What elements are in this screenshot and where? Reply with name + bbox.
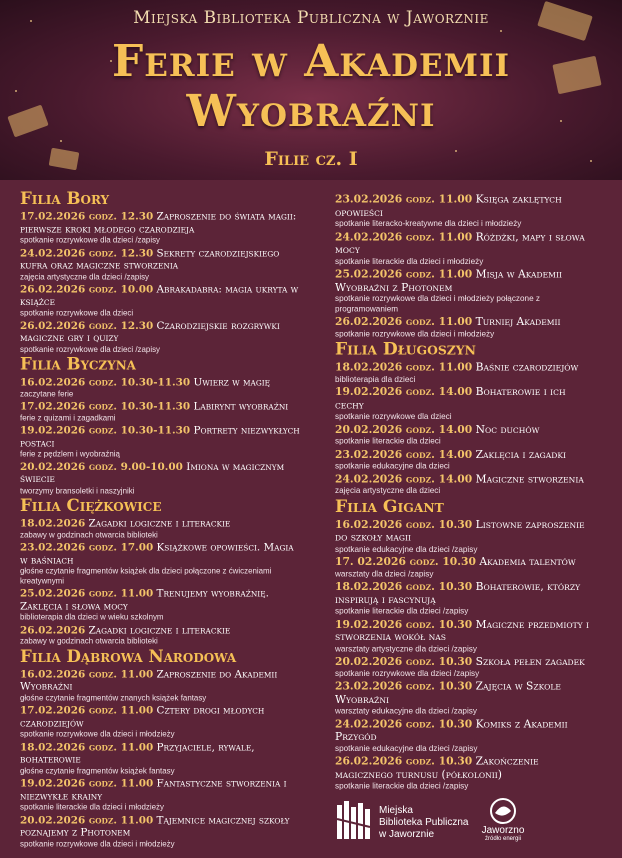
event-date: 25.02.2026 godz. 11.00 (20, 586, 154, 600)
event-line (20, 814, 301, 839)
event-date: 24.02.2026 godz. 10.30 (335, 716, 473, 730)
event-entry (335, 718, 596, 754)
event-line (20, 668, 301, 693)
main-title-line-1: Ferie w Akademii (112, 36, 510, 87)
event-line (335, 193, 596, 219)
event-date: 24.02.2026 godz. 12.30 (20, 245, 154, 259)
event-line (20, 283, 301, 308)
event-description: warsztaty artystyczne dla dzieci /zapisy (335, 643, 477, 653)
event-entry (20, 283, 301, 318)
event-line (335, 580, 596, 606)
event-description: ferie z quizami i zagadkami (20, 412, 116, 422)
event-date: 17.02.2026 godz. 10.30-11.30 (20, 399, 191, 413)
event-description: spotkanie rozrywkowe dla dzieci /zapisy (20, 235, 161, 245)
event-line (20, 741, 301, 766)
sparkle-decoration (500, 30, 502, 32)
event-date: 19.02.2026 godz. 10.30-11.30 (20, 423, 191, 437)
jaworzno-logo-text (473, 825, 533, 843)
event-title: Portrety niezwykłych postaci (20, 424, 300, 449)
event-description: zajęcia artystyczne dla dzieci (335, 485, 441, 495)
section-heading: Filia Dąbrowa Narodowa (20, 646, 237, 667)
library-logo-line-3: w Jaworznie (379, 829, 435, 840)
event-description: spotkanie edukacyjne dla dzieci /zapisy (335, 743, 478, 753)
event-entry (335, 580, 596, 616)
event-entry (20, 210, 301, 245)
event-entry (20, 624, 301, 646)
organization-title: Miejska Biblioteka Publiczna w Jaworznie (133, 8, 489, 28)
event-date: 20.02.2026 godz. 11.00 (20, 812, 154, 826)
library-logo-icon (335, 799, 373, 841)
event-description: warsztaty edukacyjne dla dzieci /zapisy (335, 705, 477, 716)
event-description: spotkanie rozrywkowe dla dzieci i młodzieży połączone z programowaniem (335, 293, 540, 314)
event-entry (335, 518, 596, 554)
event-line (335, 518, 596, 544)
event-description: zaczytane ferie (20, 388, 74, 398)
subtitle: Filie cz. I (264, 148, 358, 170)
event-title: Komiks z Akademii Przygód (335, 717, 568, 743)
event-date: 18.02.2026 godz. 10.30 (335, 579, 473, 593)
event-line (20, 210, 301, 235)
event-title: Magiczne stworzenia (475, 472, 584, 485)
event-date: 16.02.2026 godz. 10.30 (335, 517, 473, 531)
section-heading: Filia Gigant (335, 496, 444, 517)
event-date: 24.02.2026 godz. 14.00 (335, 471, 473, 485)
event-line (20, 587, 301, 612)
event-date: 26.02.2026 (20, 622, 86, 636)
event-description: spotkanie rozrywkowe dla dzieci /zapisy (335, 668, 480, 678)
event-date: 19.02.2026 godz. 10.30 (335, 616, 473, 631)
event-date: 19.02.2026 godz. 14.00 (335, 384, 473, 399)
library-logo-line-1: Miejska (379, 805, 413, 816)
section-heading: Filia Ciężkowice (20, 496, 162, 516)
event-line (335, 268, 596, 294)
event-description: tworzymy bransoletki i naszyjniki (20, 485, 135, 495)
event-title: Fantastyczne stworzenia i niezwykłe krainy (20, 777, 287, 802)
event-title: Czarodziejskie rozgrywki magiczne gry i quizy (20, 319, 280, 344)
event-line (335, 473, 596, 486)
event-line (335, 386, 596, 412)
event-title: Zakończenie magicznego turnusu (półkolonii) (335, 755, 539, 781)
event-line (335, 315, 596, 328)
event-line (20, 541, 301, 566)
event-line (20, 704, 301, 729)
event-title: Baśnie czarodziejów (475, 361, 579, 374)
section-heading: Filia Długoszyn (335, 339, 476, 360)
event-entry (20, 320, 301, 355)
event-line (20, 400, 301, 412)
event-description: spotkanie literackie dla dzieci /zapisy (335, 780, 469, 791)
event-entry (20, 741, 301, 776)
event-date: 17.02.2026 godz. 11.00 (20, 703, 154, 717)
event-line (335, 231, 596, 257)
event-description: spotkanie literacko-kreatywne dla dzieci i młodzieży (335, 218, 522, 229)
event-date: 23.02.2026 godz. 17.00 (20, 540, 154, 554)
event-title: Uwierz w magię (193, 376, 271, 389)
event-entry (335, 361, 596, 384)
event-line (20, 517, 301, 529)
event-title: Imiona w magicznym świecie (20, 460, 285, 485)
event-date: 23.02.2026 godz. 14.00 (335, 446, 473, 461)
event-title: Zaklęcia i zagadki (475, 447, 567, 461)
event-description: zabawy w godzinach otwarcia biblioteki (20, 529, 158, 539)
event-line (20, 777, 301, 802)
event-title: Magiczne przedmioty i stworzenia wokół nas (335, 617, 590, 643)
event-date: 26.02.2026 godz. 10.00 (20, 282, 154, 296)
event-date: 17. 02.2026 godz. 10.30 (335, 554, 476, 568)
event-title: Akademia talentów (479, 555, 576, 568)
event-description: głośne czytanie fragmentów książek fantasy (20, 765, 175, 775)
event-date: 26.02.2026 godz. 12.30 (20, 318, 154, 332)
event-title: Zagadki logiczne i literackie (88, 623, 231, 636)
event-description: spotkanie rozrywkowe dla dzieci (335, 411, 452, 421)
event-date: 20.02.2026 godz. 10.30 (335, 654, 473, 668)
event-title: Zajęcia w Szkole Wyobraźni (335, 680, 561, 706)
header-banner (0, 0, 622, 180)
event-entry (335, 473, 596, 496)
event-entry (335, 315, 596, 338)
jaworzno-logo-icon (483, 797, 523, 827)
event-title: Zaproszenie do Akademii Wyobraźni (20, 667, 278, 693)
event-title: Różdżki, mapy i słowa mocy (335, 230, 585, 256)
event-title: Przyjaciele, rywale, bohaterowie (20, 740, 255, 766)
event-line (20, 624, 301, 636)
event-date: 20.02.2026 godz. 14.00 (335, 422, 473, 436)
event-description: spotkanie rozrywkowe dla dzieci i młodzieży (20, 838, 175, 848)
event-description: warsztaty dla dzieci /zapisy (335, 568, 434, 578)
event-date: 26.02.2026 godz. 10.30 (335, 754, 473, 768)
event-entry (20, 400, 301, 422)
event-title: Misja w Akademii Wyobraźni z Photonem (335, 268, 562, 294)
left-column (20, 190, 301, 850)
event-description: spotkanie literackie dla dzieci i młodzieży (20, 802, 164, 812)
library-logo-line-2: Biblioteka Publiczna (379, 817, 469, 828)
event-entry (335, 655, 596, 678)
event-line (335, 718, 596, 744)
event-date: 20.02.2026 godz. 9.00-10.00 (20, 459, 183, 473)
event-description: zabawy w godzinach otwarcia biblioteki (20, 636, 158, 646)
event-line (335, 423, 596, 436)
section-heading: Filia Byczyna (20, 355, 136, 375)
event-title: Turniej Akademii (475, 315, 561, 328)
event-date: 23.02.2026 godz. 10.30 (335, 679, 473, 693)
event-title: Zagadki logiczne i literackie (88, 517, 231, 530)
event-description: spotkanie literackie dla dzieci /zapisy (335, 605, 469, 616)
right-column (335, 193, 596, 793)
event-line (335, 556, 596, 569)
event-description: biblioterapia dla dzieci (335, 373, 416, 384)
event-title: Cztery drogi młodych czarodziejów (20, 704, 265, 729)
event-title: Bohaterowie, którzy inspirują i fascynują (335, 580, 581, 606)
event-line (335, 448, 596, 461)
event-line (20, 424, 301, 449)
event-date: 23.02.2026 godz. 11.00 (335, 192, 473, 206)
event-description: spotkanie edukacyjne dla dzieci (335, 460, 450, 471)
event-description: spotkanie edukacyjne dla dzieci /zapisy (335, 543, 478, 554)
event-entry (335, 556, 596, 579)
event-line (335, 755, 596, 781)
main-title-line-2: Wyobraźni (186, 86, 436, 137)
event-entry (335, 268, 596, 314)
event-title: Zaproszenie do świata magii: pierwsze kroki młodego czarodzieja (20, 210, 297, 235)
event-date: 16.02.2026 godz. 10.30-11.30 (20, 375, 191, 389)
event-description: spotkanie rozrywkowe dla dzieci (20, 307, 134, 318)
event-entry (20, 777, 301, 812)
event-title: Trenujemy wyobraźnię. Zaklęcia i słowa mocy (20, 587, 269, 612)
event-title: Książkowe opowieści. Magia w baśniach (20, 541, 294, 566)
event-title: Sekrety czarodziejskiego kufra oraz magiczne stworzenia (20, 246, 280, 272)
event-date: 18.02.2026 godz. 11.00 (335, 360, 473, 374)
event-entry (20, 541, 301, 585)
event-entry (335, 618, 596, 654)
jaworzno-name: Jaworzno (481, 825, 525, 836)
event-line (335, 618, 596, 644)
event-description: głośne czytanie fragmentów znanych książek fantasy (20, 692, 207, 703)
event-entry (20, 376, 301, 398)
event-line (335, 680, 596, 706)
section-heading: Filia Bory (20, 189, 110, 209)
event-title: Księga zaklętych opowieści (335, 193, 562, 219)
event-line (335, 361, 596, 374)
event-title: Noc duchów (475, 423, 540, 436)
sparkle-decoration (60, 140, 62, 142)
event-line (20, 247, 301, 272)
event-entry (335, 755, 596, 791)
event-date: 16.02.2026 godz. 11.00 (20, 667, 154, 680)
jaworzno-tagline: źródło energii (484, 836, 522, 842)
event-entry (335, 193, 596, 229)
event-description: biblioterapia dla dzieci w wieku szkolnym (20, 612, 164, 622)
event-entry (335, 448, 596, 471)
event-line (20, 376, 301, 388)
event-description: spotkanie literackie dla dzieci (335, 436, 441, 446)
event-entry (20, 247, 301, 282)
event-description: spotkanie literackie dla dzieci i młodzieży (335, 256, 484, 266)
event-date: 19.02.2026 godz. 11.00 (20, 776, 154, 790)
event-title: Abrakadabra: magia ukryta w książce (20, 283, 299, 308)
event-entry (20, 587, 301, 622)
event-description: głośne czytanie fragmentów książek dla dzieci połączone z ćwiczeniami kreatywnymi (20, 566, 272, 585)
event-entry (335, 680, 596, 716)
event-description: ferie z pędzlem i wyobraźnią (20, 449, 120, 459)
event-description: zajęcia artystyczne dla dzieci /zapisy (20, 271, 150, 281)
event-entry (20, 814, 301, 849)
event-description: spotkanie rozrywkowe dla dzieci i młodzieży (20, 729, 175, 739)
event-entry (20, 424, 301, 459)
event-entry (335, 386, 596, 422)
event-line (20, 320, 301, 345)
event-entry (20, 704, 301, 739)
event-date: 18.02.2026 (20, 516, 86, 530)
event-description: spotkanie rozrywkowe dla dzieci i młodzieży (335, 328, 495, 338)
event-entry (20, 668, 301, 703)
event-description: spotkanie rozrywkowe dla dzieci /zapisy (20, 344, 161, 354)
event-title: Labirynt wyobraźni (193, 400, 289, 413)
event-line (335, 655, 596, 668)
event-date: 26.02.2026 godz. 11.00 (335, 314, 473, 328)
event-date: 18.02.2026 godz. 11.00 (20, 739, 154, 753)
event-title: Listowne zaproszenie do szkoły magii (335, 518, 585, 544)
footer-logos (335, 795, 615, 850)
event-title: Tajemnice magicznej szkoły poznajemy z Photonem (20, 813, 290, 839)
event-entry (335, 231, 596, 267)
event-date: 25.02.2026 godz. 11.00 (335, 267, 473, 281)
event-entry (335, 423, 596, 446)
event-date: 17.02.2026 godz. 12.30 (20, 209, 154, 223)
event-line (20, 461, 301, 486)
event-date: 24.02.2026 godz. 11.00 (335, 229, 473, 243)
event-entry (20, 517, 301, 539)
event-entry (20, 461, 301, 496)
event-title: Szkoła pełen zagadek (475, 655, 585, 668)
event-title: Bohaterowie i ich cechy (335, 385, 566, 411)
